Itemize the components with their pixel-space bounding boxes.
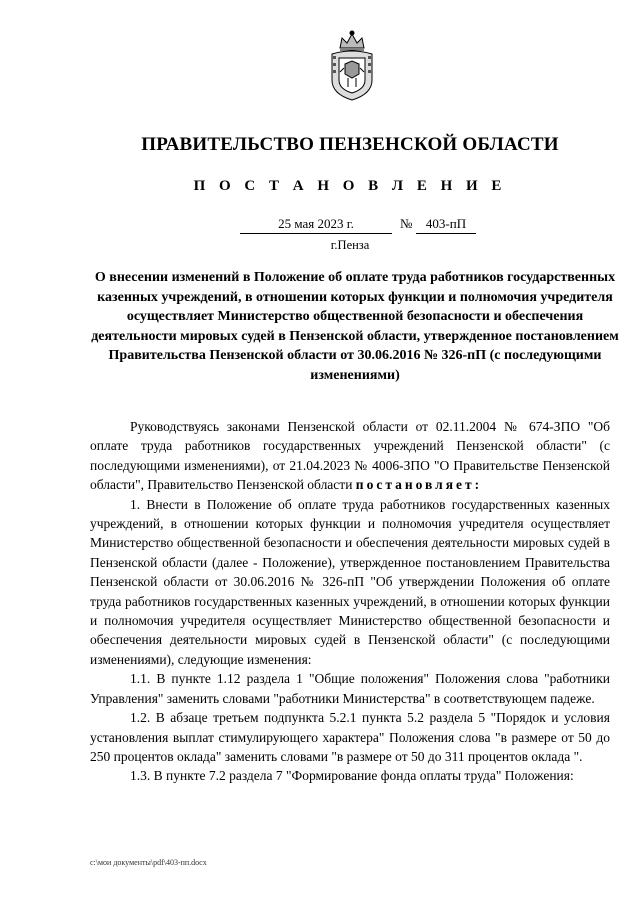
paragraph-1: 1. Внести в Положение об оплате труда работников государственных казенных учреждений, в отношении которых функции и полномочия учредителя осуществляет Министерство общественной безопасности и обеспечения деятельности мировых судей в Пензенской области (далее - Положение), утвержденное постановлением Правительства Пензенской области от 30.06.2016 № 326-пП "Об утверждении Положения об оплате труда работников государственных казенных учреждений, в отношении которых функции и полномочия учредителя осуществляет Министерство общественной безопасности и обеспечения деятельности мировых судей в Пензенской области" (с последующими изменениями), следующие изменения: <box>90 496 610 667</box>
document-number: 403-пП <box>416 216 476 234</box>
document-title: О внесении изменений в Положение об оплате труда работников государственных казенных учреждений, в отношении которых функции и полномочия учредителя осуществляет Министерство общественной безопасности и обеспечения деятельности мировых судей в Пензенской области, утвержденное постановлением Правительства Пензенской области от 30.06.2016 № 326-пП (с последующими изменениями) <box>91 270 619 383</box>
preamble-text: Руководствуясь законами Пензенской области от 02.11.2004 № 674-ЗПО "Об оплате труда работников государственных учреждений Пензенской области" (с последующими изменениями), от 21.04.2023 № 4006-ЗПО "О Правительстве Пензенской области", Правительство Пензенской области <box>90 419 610 493</box>
document-date: 25 мая 2023 г. <box>240 216 392 234</box>
paragraph-1-1: 1.1. В пункте 1.12 раздела 1 "Общие положения" Положения слова "работники Управления" заменить словами "работники Министерства" в соответствующем падеже. <box>90 671 610 706</box>
file-path-footer: c:\мои документы\pdf\403-пп.docx <box>90 858 207 867</box>
resolves-word: постановляет: <box>355 477 483 493</box>
document-city: г.Пенза <box>330 238 370 252</box>
penza-region-coat-of-arms-icon <box>328 30 376 104</box>
paragraph-1-2: 1.2. В абзаце третьем подпункта 5.2.1 пункта 5.2 раздела 5 "Порядок и условия установления выплат стимулирующего характера" Положения слова "в размере от 50 до 250 процентов оклада" заменить словами "в размере от 50 до 311 процентов оклада ". <box>90 710 610 764</box>
paragraph-1-3: 1.3. В пункте 7.2 раздела 7 "Формирование фонда оплаты труда" Положения: <box>130 768 574 784</box>
document-type: П О С Т А Н О В Л Е Н И Е <box>193 178 507 194</box>
document-body <box>90 417 610 786</box>
organization-name: ПРАВИТЕЛЬСТВО ПЕНЗЕНСКОЙ ОБЛАСТИ <box>141 134 559 155</box>
number-sign: № <box>400 216 413 231</box>
preamble-paragraph <box>90 417 610 495</box>
